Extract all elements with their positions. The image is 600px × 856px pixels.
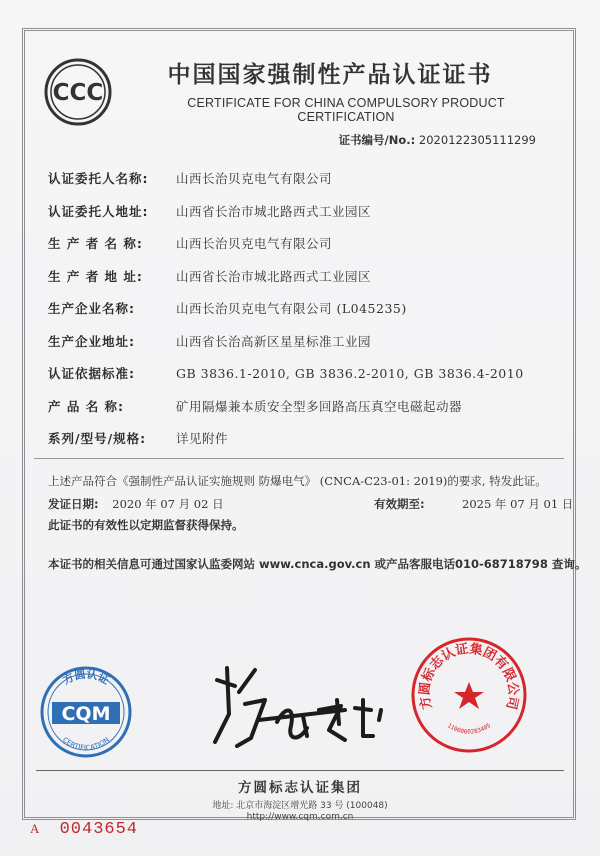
field-value: GB 3836.1-2010, GB 3836.2-2010, GB 3836.4-2010 xyxy=(176,365,524,381)
footer-divider xyxy=(36,770,564,771)
svg-text:CQM: CQM xyxy=(61,703,111,725)
certificate-title-cn: 中国国家强制性产品认证证书 xyxy=(167,62,493,88)
field-label: 系列/型号/规格: xyxy=(48,431,147,447)
field-value: 山西省长治市城北路西式工业园区 xyxy=(176,268,372,284)
svg-text:方圆标志认证集团有限公司: 方圆标志认证集团有限公司 xyxy=(417,641,521,711)
issue-date-label: 发证日期: xyxy=(48,497,99,511)
field-label: 生 产 者 地 址: xyxy=(48,268,143,284)
valid-until-date: 2025 年 07 月 01 日 xyxy=(462,497,574,511)
svg-text:CCC: CCC xyxy=(52,80,104,106)
ccc-logo-icon xyxy=(44,58,112,126)
serial-prefix: A xyxy=(30,821,41,836)
field-row xyxy=(48,292,568,325)
svg-text:方圆认证: 方圆认证 xyxy=(60,667,112,688)
issuing-organization: 方圆标志认证集团 xyxy=(238,780,362,796)
field-value: 矿用隔爆兼本质安全型多回路高压真空电磁起动器 xyxy=(176,398,463,414)
cqm-logo-icon xyxy=(38,662,134,758)
certificate-fields xyxy=(48,162,568,455)
organization-address: 地址: 北京市海淀区增光路 33 号 (100048) xyxy=(212,801,388,811)
field-value: 山西省长治高新区星星标准工业园 xyxy=(176,333,372,349)
field-label: 产 品 名 称: xyxy=(48,398,125,414)
field-value: 山西长治贝克电气有限公司 xyxy=(176,171,333,187)
field-row xyxy=(48,260,568,293)
field-label: 生产企业地址: xyxy=(48,333,135,349)
field-row xyxy=(48,227,568,260)
official-seal-icon xyxy=(410,636,528,754)
field-label: 认证委托人名称: xyxy=(48,171,149,187)
info-note: 本证书的相关信息可通过国家认监委网站 www.cnca.gov.cn 或产品客服电话010-68718798 查询。 xyxy=(48,557,587,571)
field-label: 生产企业名称: xyxy=(48,301,135,317)
cert-no-label: 证书编号/No.: xyxy=(338,133,416,147)
field-row xyxy=(48,162,568,195)
organization-url: http://www.cqm.com.cn xyxy=(246,812,354,822)
serial-number xyxy=(30,820,138,839)
certificate-number xyxy=(339,132,536,148)
svg-text:CERTIFICATION: CERTIFICATION xyxy=(60,735,112,753)
field-row xyxy=(48,390,568,423)
svg-text:1100000283405: 1100000283405 xyxy=(445,722,493,736)
field-label: 生 产 者 名 称: xyxy=(48,236,143,252)
field-label: 认证委托人地址: xyxy=(48,203,149,219)
dates-line xyxy=(48,496,574,512)
cert-no-value: 2020122305111299 xyxy=(418,133,536,147)
field-value: 山西长治贝克电气有限公司 (L045235) xyxy=(176,301,407,317)
issue-date: 2020 年 07 月 02 日 xyxy=(112,497,224,511)
signature xyxy=(195,650,405,760)
field-row xyxy=(48,325,568,358)
field-value: 详见附件 xyxy=(176,431,229,447)
field-label: 认证依据标准: xyxy=(48,366,135,382)
field-row xyxy=(48,422,568,455)
field-value: 山西省长治市城北路西式工业园区 xyxy=(176,203,372,219)
validity-note: 此证书的有效性以定期监督获得保持。 xyxy=(48,518,244,532)
divider xyxy=(34,458,564,459)
serial-value: 0043654 xyxy=(59,820,139,839)
field-value: 山西长治贝克电气有限公司 xyxy=(176,236,333,252)
valid-until-label: 有效期至: xyxy=(374,497,425,511)
field-row xyxy=(48,195,568,228)
field-row xyxy=(48,357,568,390)
certificate-title-en: CERTIFICATE FOR CHINA COMPULSORY PRODUCT CERTIFICATION xyxy=(187,96,505,124)
rules-statement: 上述产品符合《强制性产品认证实施规则 防爆电气》 (CNCA-C23-01: 2019)的要求, 特发此证。 xyxy=(48,474,547,488)
